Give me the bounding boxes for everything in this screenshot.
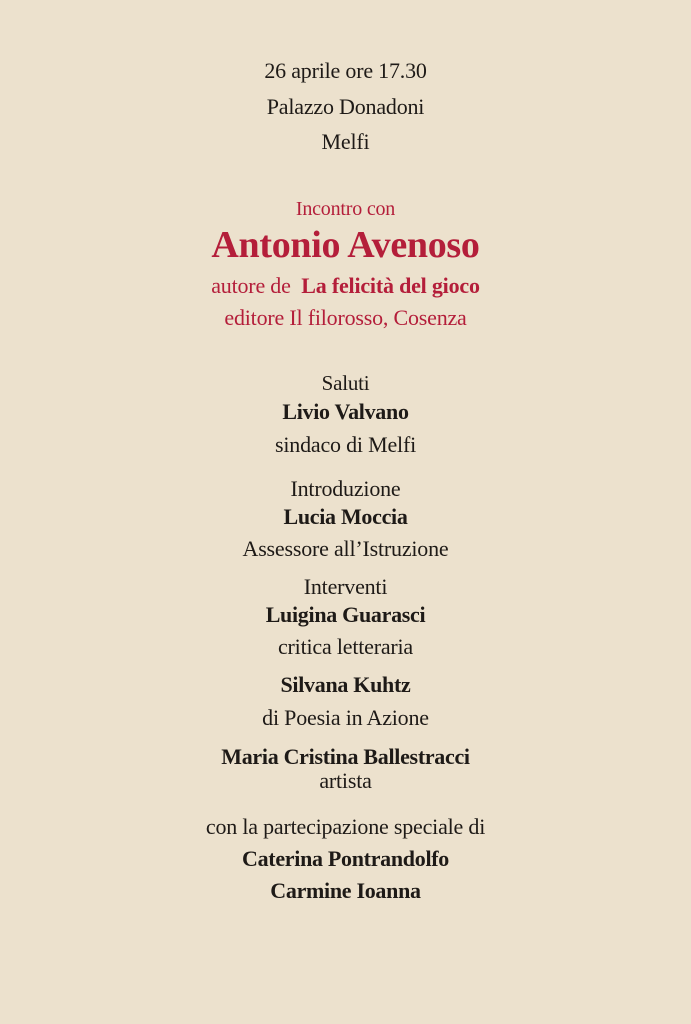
speaker3-role: artista xyxy=(319,768,372,793)
feature-intro: Incontro con xyxy=(295,198,396,220)
speaker1-role: critica letteraria xyxy=(277,634,414,659)
event-venue: Palazzo Donadoni xyxy=(266,94,425,119)
introduction-label: Introduzione xyxy=(290,476,401,501)
event-city: Melfi xyxy=(321,129,370,154)
author-of-line xyxy=(0,275,691,297)
speaker3-name: Maria Cristina Ballestracci xyxy=(221,744,470,769)
author-of-prefix: autore de xyxy=(211,273,291,298)
special-participation-label: con la partecipazione speciale di xyxy=(205,814,486,839)
speaker2-role: di Poesia in Azione xyxy=(262,705,429,730)
author-name: Antonio Avenoso xyxy=(211,224,480,266)
greetings-role: sindaco di Melfi xyxy=(275,432,416,457)
introduction-name: Lucia Moccia xyxy=(283,504,408,529)
greetings-name: Livio Valvano xyxy=(282,399,409,424)
special-guest-2: Carmine Ioanna xyxy=(270,878,421,903)
speaker2-name: Silvana Kuhtz xyxy=(280,672,411,697)
introduction-role: Assessore all’Istruzione xyxy=(242,536,449,561)
publisher: editore Il filorosso, Cosenza xyxy=(224,305,467,330)
event-date-time: 26 aprile ore 17.30 xyxy=(264,58,427,83)
special-guest-1: Caterina Pontrandolfo xyxy=(242,846,449,871)
book-title: La felicità del gioco xyxy=(301,273,480,298)
speaker1-name: Luigina Guarasci xyxy=(265,602,426,627)
interventions-label: Interventi xyxy=(303,574,388,599)
greetings-label: Saluti xyxy=(321,371,370,395)
